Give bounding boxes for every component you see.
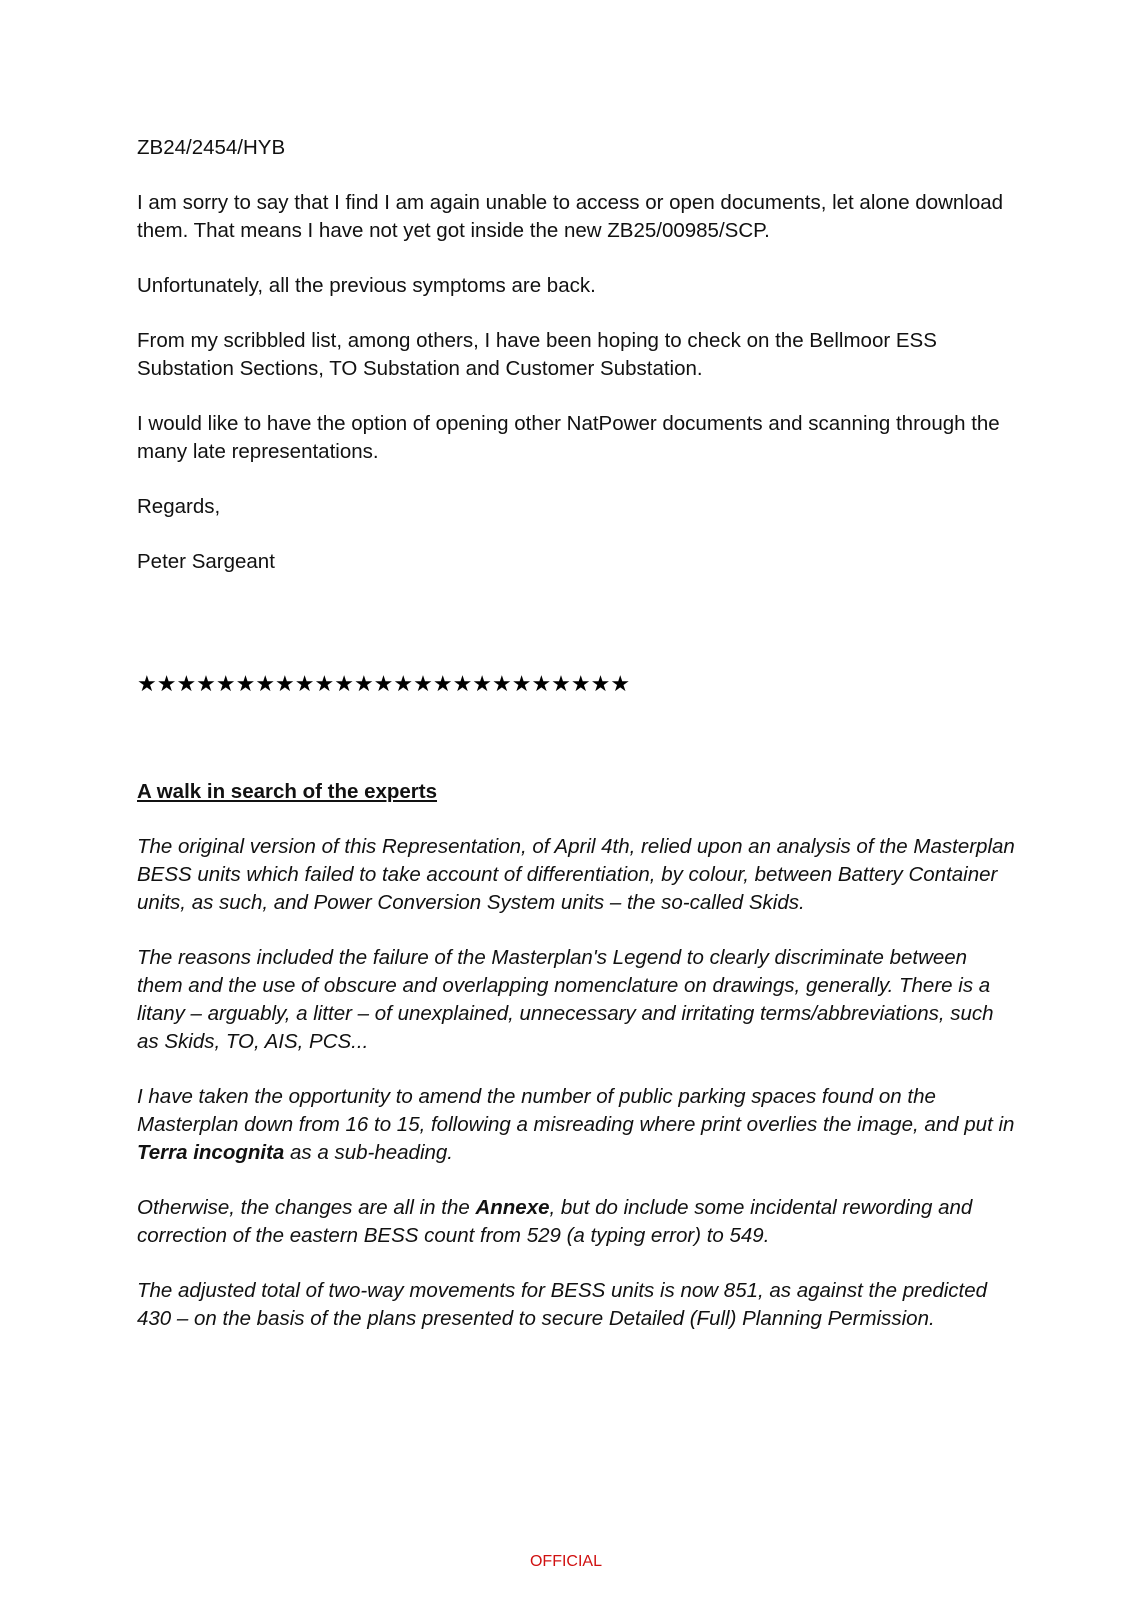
letter-paragraph-3: From my scribbled list, among others, I have been hoping to check on the Bellmoor ESS Substation Sections, TO Substation and Customer Substation.: [137, 329, 937, 380]
essay-p4-bold: Annexe: [475, 1196, 550, 1219]
essay-p3-text-b: as a sub-heading.: [284, 1141, 454, 1164]
essay-paragraph-3: [137, 1083, 1017, 1167]
letter-paragraph-1: I am sorry to say that I find I am again unable to access or open documents, let alone download them. That means I have not yet got inside the new ZB25/00985/SCP.: [137, 191, 1004, 242]
essay-paragraph-5: The adjusted total of two-way movements for BESS units is now 851, as against the predicted 430 – on the basis of the plans presented to secure Detailed (Full) Planning Permission.: [137, 1279, 988, 1330]
essay-paragraph-4: [137, 1194, 1017, 1250]
letter-closing: Regards,: [137, 495, 221, 518]
essay-heading: A walk in search of the experts: [137, 780, 438, 803]
classification-footer: OFFICIAL: [529, 1553, 602, 1570]
essay-p3-bold: Terra incognita: [137, 1141, 285, 1164]
essay-section: [137, 778, 1017, 1360]
essay-p3-text-a: I have taken the opportunity to amend the number of public parking spaces found on the Masterplan down from 16 to 15, following a misreading where print overlies the image, and put in: [137, 1085, 1015, 1136]
letter-signature: Peter Sargeant: [137, 550, 275, 573]
letter-paragraph-2: Unfortunately, all the previous symptoms are back.: [137, 274, 596, 297]
essay-p4-text-b: , but do include some incidental rewording and correction of the eastern BESS count from 529 (a typing error) to 549.: [137, 1196, 973, 1247]
letter-paragraph-4: I would like to have the option of opening other NatPower documents and scanning through the many late representations.: [137, 412, 1000, 463]
essay-paragraph-1: The original version of this Representation, of April 4th, relied upon an analysis of the Masterplan BESS units which failed to take account of differentiation, by colour, between Battery Container units, as such, and Power Conversion System units – the so-called Skids.: [137, 835, 1015, 914]
essay-p4-text-a: Otherwise, the changes are all in the: [137, 1196, 476, 1219]
letter-section: [137, 134, 1007, 576]
essay-paragraph-2: The reasons included the failure of the Masterplan's Legend to clearly discriminate between them and the use of obscure and overlapping nomenclature on drawings, generally. There is a litany – arguably, a litter – of unexplained, unnecessary and irritating terms/abbreviations, such as Skids, TO, AIS, PCS...: [137, 946, 994, 1053]
reference-number: ZB24/2454/HYB: [137, 136, 286, 159]
star-divider: ★★★★★★★★★★★★★★★★★★★★★★★★★: [137, 671, 631, 696]
